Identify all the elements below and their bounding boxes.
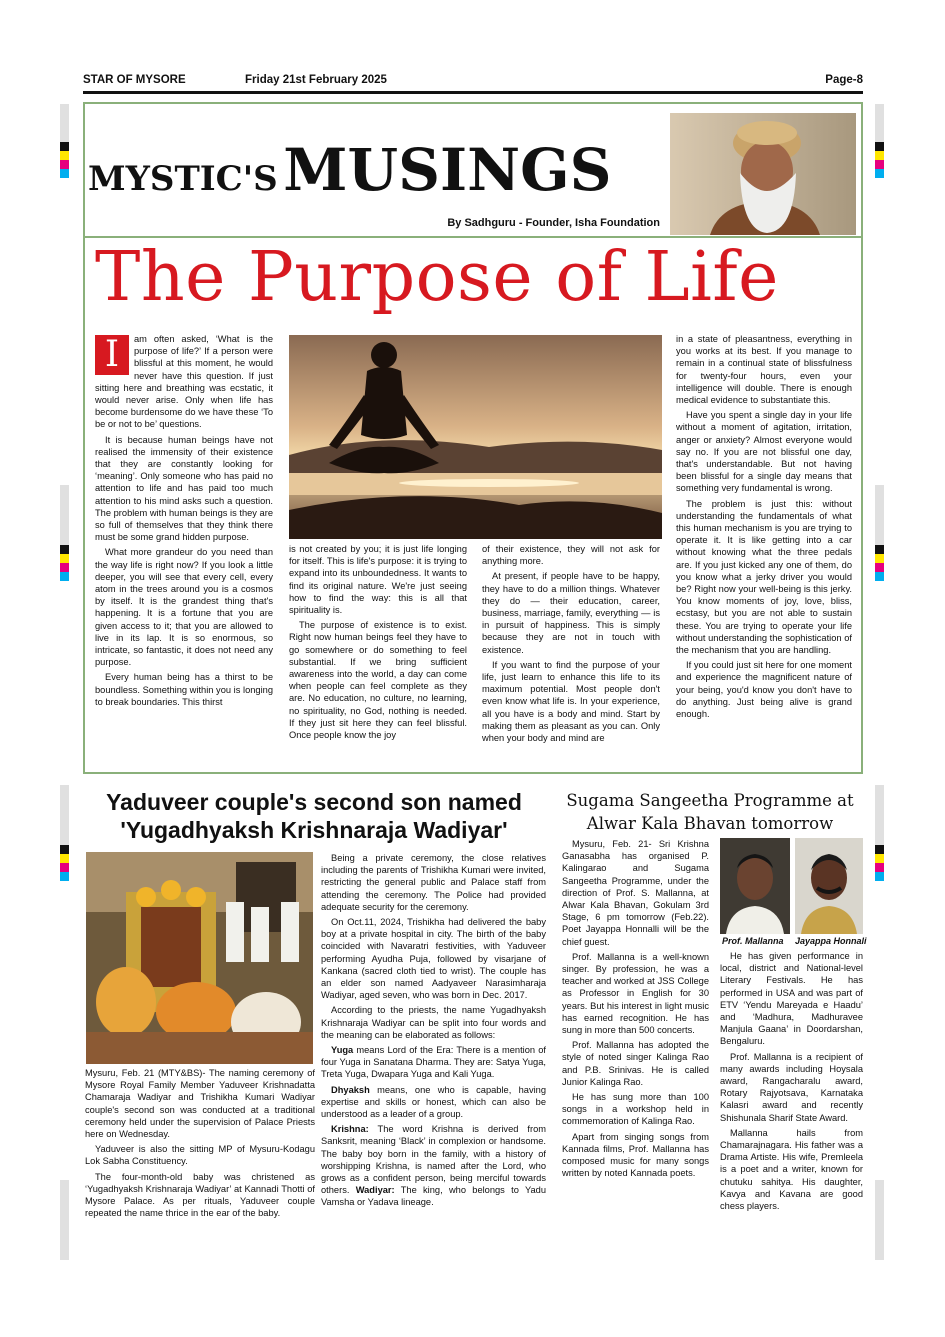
paragraph: He has sung more than 100 songs in a workshop held in commemoration of Kalinga Rao.: [562, 1092, 709, 1127]
registration-mark: [60, 160, 69, 169]
registration-mark: [60, 1180, 69, 1260]
registration-mark: [875, 554, 884, 563]
paragraph: Apart from singing songs from Kannada films, Prof. Mallanna has composed music for many songs written by noted Kannada poets.: [562, 1131, 709, 1179]
meditation-photo: [289, 335, 662, 539]
paragraph: On Oct.11, 2024, Trishikha had delivered the baby boy at a private hospital in city. The birth of the baby coincided with Navaratri festivities, with Yaduveer performing Ayudha Puja, followed by visarjane of Kankana (sacred cloth tied to wrist). The couple has an elder son named Aadyaveer Narasimharaja Wadiyar, aged seven, who was born in Dec. 2017.: [321, 917, 546, 1001]
registration-mark: [60, 854, 69, 863]
term: Yuga: [331, 1045, 354, 1056]
masthead: [83, 74, 863, 90]
column-text-col4: [676, 333, 852, 723]
term-paragraph: [321, 1123, 546, 1208]
registration-mark: [875, 872, 884, 881]
photo-caption: Prof. Mallanna: [722, 936, 784, 946]
term-text: The king, who belongs to Yadu Vamsha or Yadava lineage.: [321, 1185, 546, 1208]
paragraph: What more grandeur do you need than the way life is right now? If you look a little deeper, you will see that every cell, every atom in the trees around you is a cosmos by itself. It is the grandest thing that's happening. It is a fortune that you are given access to it; that you are allowed to live in its lap. It is so enormous, so intricate, so fantastic, it does not need any purpose.: [95, 547, 273, 668]
registration-mark: [60, 845, 69, 854]
registration-mark: [60, 104, 69, 142]
paragraph: The purpose of existence is to exist. Right now human beings feel they have to go somewhere or do something to feel substantial. If we bring sufficient awareness into the world, a day can come when people can feel complete as they are. No education, no culture, no learning, no spirituality, no God, nothing is needed. If they just sit here they can feel blissful. Once people know the joy: [289, 620, 467, 741]
paragraph: Mallanna hails from Chamarajnagara. His father was a Drama Artiste. His wife, Premleela is a poet and a writer, known for chutuku sahitya. His daughter, Kavya and Kavana are good chess players.: [720, 1127, 863, 1212]
registration-mark: [60, 872, 69, 881]
author-portrait: [670, 113, 856, 235]
paper-name: STAR OF MYSORE: [83, 74, 186, 86]
paragraph: It is because human beings have not realised the immensity of their existence that they are constantly looking for ‘meaning’. Only someone who has paid no attention to life and has paid too much attention to his mind asks such a question. The problem with human beings is they are so full of themselves that they think there must be some grand hidden purpose.: [95, 434, 273, 543]
story1-text-col2: [321, 852, 546, 1212]
page-number: Page-8: [825, 74, 863, 86]
paragraph: Have you spent a single day in your life without a moment of agitation, irritation, anger or anxiety? Almost everyone would say no. If you are not blissful one day, that's understandable. But not having been blissful for a single day means that something very fundamental is wrong.: [676, 410, 852, 494]
registration-mark: [875, 572, 884, 581]
column-text-col3: [482, 543, 660, 747]
registration-mark: [60, 169, 69, 178]
term-paragraph: [321, 1044, 546, 1081]
story2-headline: Sugama Sangeetha Programme at Alwar Kala Bhavan tomorrow: [566, 791, 854, 833]
story1-text-col1: [85, 1067, 315, 1222]
registration-mark: [875, 160, 884, 169]
registration-mark: [60, 563, 69, 572]
masthead-rule: [83, 91, 863, 94]
paragraph: of their existence, they will not ask for anything more.: [482, 544, 660, 567]
registration-mark: [875, 863, 884, 872]
registration-mark: [875, 142, 884, 151]
paragraph: Yaduveer is also the sitting MP of Mysuru-Kodagu Lok Sabha Constituency.: [85, 1144, 315, 1167]
paragraph: am often asked, ‘What is the purpose of life?’ If a person were blissful at this moment, he would never have this question. If just sitting here and breathing was ecstatic, it would never arise. Only when life has become burdensome do we have these ‘To be or not to be’ questions.: [95, 334, 273, 430]
term-text: The word Krishna is derived from Sanksrit, meaning ‘Black’ in complexion or handsome. The baby boy born in the family, with a history of worshipping Krishna, is named after the Lord, who grows as a confident person, being merciful towards others.: [321, 1124, 546, 1196]
registration-mark: [60, 554, 69, 563]
paragraph: The four-month-old baby was christened as ‘Yugadhyaksh Krishnaraja Wadiyar’ at Kannadi Thotti of Mysore Palace. As per rituals, Yaduveer couple repeated the name thrice in the ear of the baby.: [85, 1171, 315, 1219]
paragraph: If you want to find the purpose of your life, just learn to enhance this life to its maximum potential. Most people don't even know what life is. In your experience, all you have is a body and mind. Start by making them as pleasant as you can. Only when your body and mind are: [482, 659, 660, 744]
registration-mark: [60, 785, 69, 845]
term: Wadiyar:: [355, 1185, 395, 1196]
registration-mark: [875, 169, 884, 178]
paragraph: is not created by you; it is just life longing for itself. This is life's purpose: it is trying to expand into its unboundedness. It wants to find its original nature. We're just seeing how to find the way: this is all that spirituality is.: [289, 544, 467, 616]
term-text: means Lord of the Era: There is a mention of four Yuga in Sanatana Dharma. They are: Satya Yuga, Treta Yuga, Dwapara Yuga and Kali Yuga.: [321, 1045, 546, 1080]
column-name: [88, 136, 612, 204]
drop-cap: I: [95, 335, 129, 375]
naming-ceremony-photo: [86, 852, 313, 1064]
column-text-col1: [95, 333, 273, 711]
registration-mark: [875, 563, 884, 572]
registration-mark: [60, 151, 69, 160]
term-text: means, one who is capable, having expertise and skills or honest, which can also be understood as a leader of a group.: [321, 1084, 546, 1120]
registration-mark: [875, 104, 884, 142]
registration-mark: [60, 545, 69, 554]
registration-mark: [875, 151, 884, 160]
story1-headline: Yaduveer couple's second son named 'Yugadhyaksh Krishnaraja Wadiyar': [106, 789, 522, 843]
byline: By Sadhguru - Founder, Isha Foundation: [447, 217, 660, 229]
registration-mark: [875, 845, 884, 854]
column-name-small: MYSTIC'S: [88, 159, 278, 199]
column-text-col2: [289, 543, 467, 744]
paragraph: Prof. Mallanna is a recipient of many awards including Hoysala award, Rangacharalu award, Rotary Rajyotsava, Karnataka Kalasri award and recently Shishunala Sharif State Award.: [720, 1051, 863, 1123]
term-paragraph: [321, 1084, 546, 1121]
jayappa-honnali-photo: [795, 838, 863, 934]
photo-caption: Jayappa Honnali: [795, 936, 867, 946]
registration-mark: [60, 863, 69, 872]
registration-mark: [875, 485, 884, 545]
mallanna-photo: [720, 838, 790, 934]
paragraph: Mysuru, Feb. 21 (MTY&BS)- The naming ceremony of Mysore Royal Family Member Yaduveer Krishnadatta Chamaraja Wadiyar and Trishikha Kumari Wadiyar couple's second son was conducted at a traditional ceremony held under the supervision of Palace Priests here on Wednesday.: [85, 1068, 315, 1140]
issue-date: Friday 21st February 2025: [245, 74, 387, 86]
paragraph: Prof. Mallanna has adopted the style of noted singer Kalinga Rao and P.B. Srinivas. He is called Junior Kalinga Rao.: [562, 1040, 709, 1087]
paragraph: He has given performance in local, district and National-level Literary Festivals. He has performed in USA and was part of ETV ‘Yendu Mareyada e Haadu’ and ‘Madhura, Madhuravee Manjula Gaana’ in Doordarshan, Bengaluru.: [720, 951, 863, 1047]
paragraph: The problem is just this: without understanding the fundamentals of what this human mechanism is you are trying to operate it. It is like getting into a car without knowing what the three pedals are. If you just kicked any one of them, do you know what a jerky driver you would be? Right now your well-being is this jerky. You know moments of joy, love, bliss, ecstasy, but you are not able to sustain these. You are trying to operate your life without understanding the sophistication of the mechanism that you are handling.: [676, 498, 852, 656]
story2-text-col1: [562, 838, 709, 1182]
registration-mark: [60, 572, 69, 581]
paragraph: Every human being has a thirst to be boundless. Something within you is longing to break boundaries. This thirst: [95, 672, 273, 707]
paragraph: At present, if people have to be happy, they have to do a million things. Whatever they do — their education, career, business, marriage, family, everything — is in pursuit of happiness. This is simply because they are not in touch with existence.: [482, 571, 660, 655]
registration-mark: [60, 485, 69, 545]
registration-mark: [60, 142, 69, 151]
paragraph: According to the priests, the name Yugadhyaksh Krishnaraja Wadiyar can be split into four words and the meaning can be elaborated as follows:: [321, 1005, 546, 1040]
term: Dhyaksh: [331, 1084, 370, 1095]
registration-mark: [875, 785, 884, 845]
registration-mark: [875, 1180, 884, 1260]
paragraph: Prof. Mallanna is a well-known singer. By profession, he was a teacher and worked at JSS College as Professor in English for 30 years. But his interest in light music has earned recognition. He has sung in more than 500 concerts.: [562, 951, 709, 1036]
registration-mark: [875, 545, 884, 554]
column-name-big: MUSINGS: [283, 136, 612, 204]
article-title: The Purpose of Life: [95, 238, 779, 317]
paragraph: If you could just sit here for one moment and experience the magnificent nature of your being, you'd know you don't have to do anything. Just being alive is grand enough.: [676, 660, 852, 720]
story2-text-col2: [720, 950, 863, 1215]
paragraph: in a state of pleasantness, everything in you works at its best. If you manage to remain in a continual state of blissfulness for twenty-four hours, even your intelligence will double. There is enough medical evidence to substantiate this.: [676, 334, 852, 406]
paragraph: Being a private ceremony, the close relatives including the parents of Trishikha Kumari were invited, restricting the general public and Palace staff from attending the ceremony. The Police had provided adequate security for the ceremony.: [321, 853, 546, 912]
term: Krishna:: [331, 1124, 369, 1135]
registration-mark: [875, 854, 884, 863]
paragraph: Mysuru, Feb. 21- Sri Krishna Ganasabha has organised P. Kalingarao and Sugama Sangeetha Programme, under the direction of Prof. S. Mallanna, at Alwar Kala Bhavan, Gokulam 3rd Stage, 6 pm tomorrow (Feb.22). Poet Jayappa Honnalli will be the chief guest.: [562, 839, 709, 947]
